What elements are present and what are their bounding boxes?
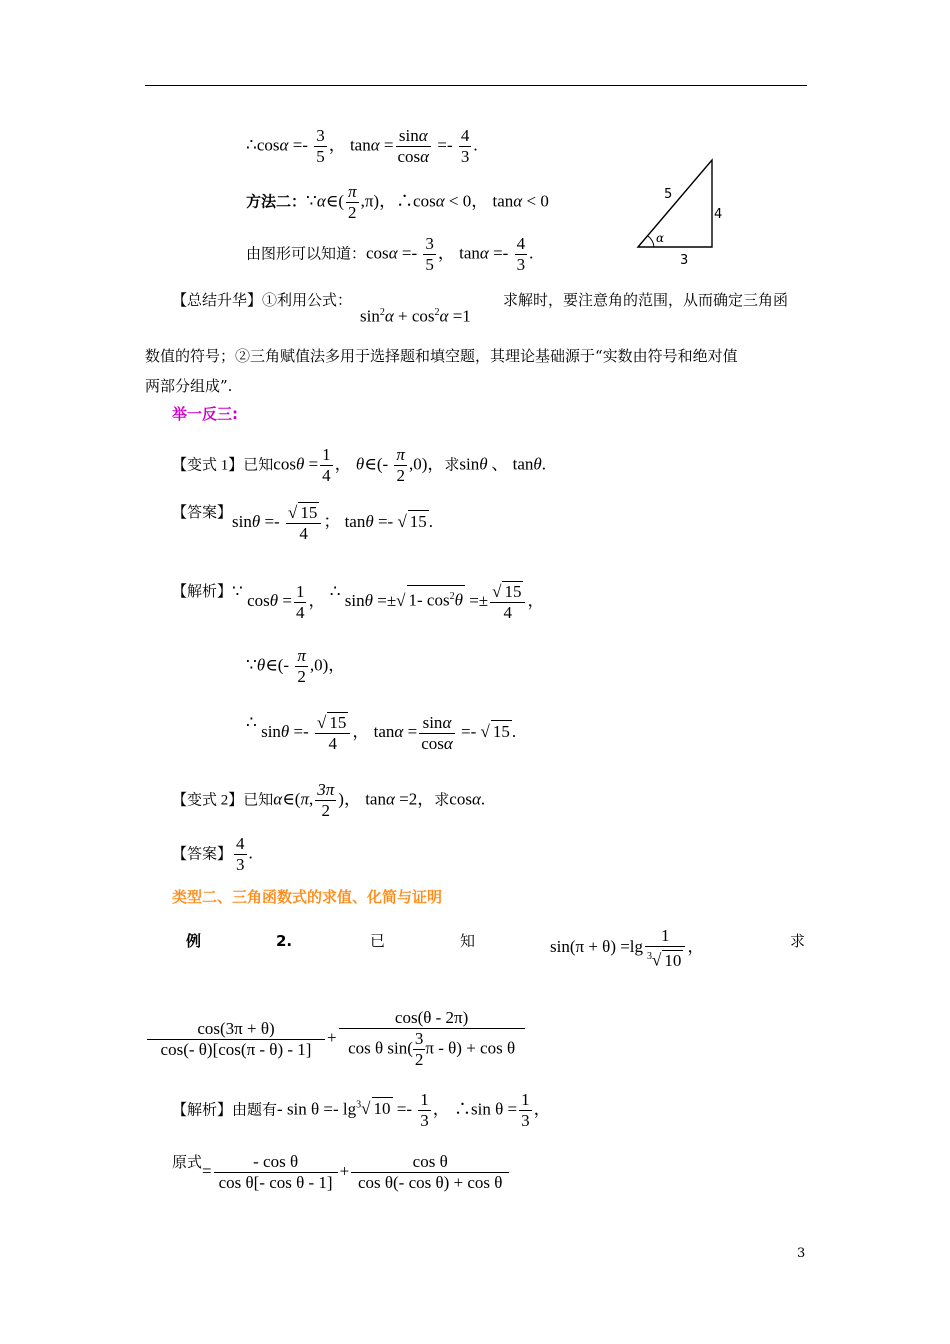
section-type-two: 类型二、三角函数式的求值、化简与证明: [172, 888, 443, 906]
variant-1: 【变式 1】已知cosθ = $\frac{1}{4}$ ， θ∈(- $\frac{\pi}{2}$ ,0)，求sinθ 、 tanθ.: [172, 445, 546, 485]
triangle-base-label: 3: [680, 253, 689, 267]
example-2-num: 2.: [276, 932, 293, 950]
header-rule: [145, 85, 807, 86]
triangle-hyp-label: 5: [664, 187, 673, 202]
example-2-given: sin(π + θ) =lg $\frac{1}{^3√ 10}$ ，: [550, 926, 705, 970]
analysis-1-line-1: 【解析】∵ cosθ = $\frac{1}{4}$ ， ∴ sinθ =±√ 1- $\cos^2\theta$ =± $\frac{√ 15}{4}$ ，: [172, 581, 545, 622]
summary-line-2: 数值的符号；②三角赋值法多用于选择题和填空题，其理论基础源于“实数由符号和绝对值: [145, 347, 738, 365]
line-from-graph: 由图形可以知道：cosα =- $\frac{3}{5}$ ， tanα =- $\frac{4}{3}$ .: [246, 234, 534, 274]
summary-line-1: 【总结升华】①利用公式：: [172, 291, 353, 309]
analysis-1-line-3: ∴ sinθ =- $\frac{√ 15}{4}$ ， tanα = $\frac{\sin\alpha}{\cos\alpha}$ =- √ 15 .: [246, 712, 517, 753]
line-cos-tan-result: ∴cosα =- $\frac{3}{5}$ ， tanα = $\frac{\sin\alpha}{\cos\alpha}$ =- $\frac{4}{3}$ .: [246, 126, 478, 166]
right-triangle-diagram: [630, 152, 730, 267]
line-method-two: 方法二：∵α∈( $\frac{\pi}{2}$ ,π)，∴cosα < 0， tanα < 0: [246, 182, 549, 222]
example-2-yi: 已: [370, 932, 386, 950]
analysis-1-line-2: ∵θ∈(- $\frac{\pi}{2}$ ,0)，: [246, 646, 346, 686]
summary-line-3: 两部分组成”.: [145, 377, 233, 395]
summary-formula: $\sin^2\alpha + \cos^2\alpha =1$: [360, 306, 471, 326]
example-2-ask: 求: [790, 932, 806, 950]
analysis-2: 【解析】由题有- $\sin \theta =- \lg^3√$ 10 =- $\frac{1}{3}$ ， ∴sin θ = $\frac{1}{3}$ ，: [172, 1090, 551, 1130]
page-number: 3: [797, 1246, 806, 1261]
summary-line-1b: 求解时，要注意角的范围，从而确定三角函: [503, 291, 789, 309]
answer-2: 【答案】 $\frac{4}{3}$ .: [172, 834, 253, 874]
variant-2: 【变式 2】已知α∈(π, $\frac{3\pi}{2}$ )， tanα =2，求cosα.: [172, 780, 486, 820]
original-expression: 原式= $\frac{\text{- cos θ}}{\text{cos θ[- cos θ - 1]}}$ + $\frac{\text{cos θ}}{\text{cos θ(- cos θ) + cos θ}}$: [172, 1152, 511, 1193]
example-2-zhi: 知: [460, 932, 476, 950]
example-2-expression: $\frac{\cos(3\pi + \theta)}{\cos(- \theta)[\cos(\pi - \theta) - 1]}$ + cos(θ - 2π) cos θ sin( $\frac{3}{2}$ π - θ) + cos θ: [145, 1008, 527, 1070]
section-juyi-fansan: 举一反三:: [172, 405, 238, 423]
triangle-angle-label: α: [656, 231, 665, 245]
triangle-vert-label: 4: [714, 207, 723, 222]
answer-1: 【答案】sinθ =- $\frac{√ 15}{4}$ ； tanθ =- √ 15 .: [172, 503, 434, 543]
example-2-label: 例: [186, 932, 202, 950]
